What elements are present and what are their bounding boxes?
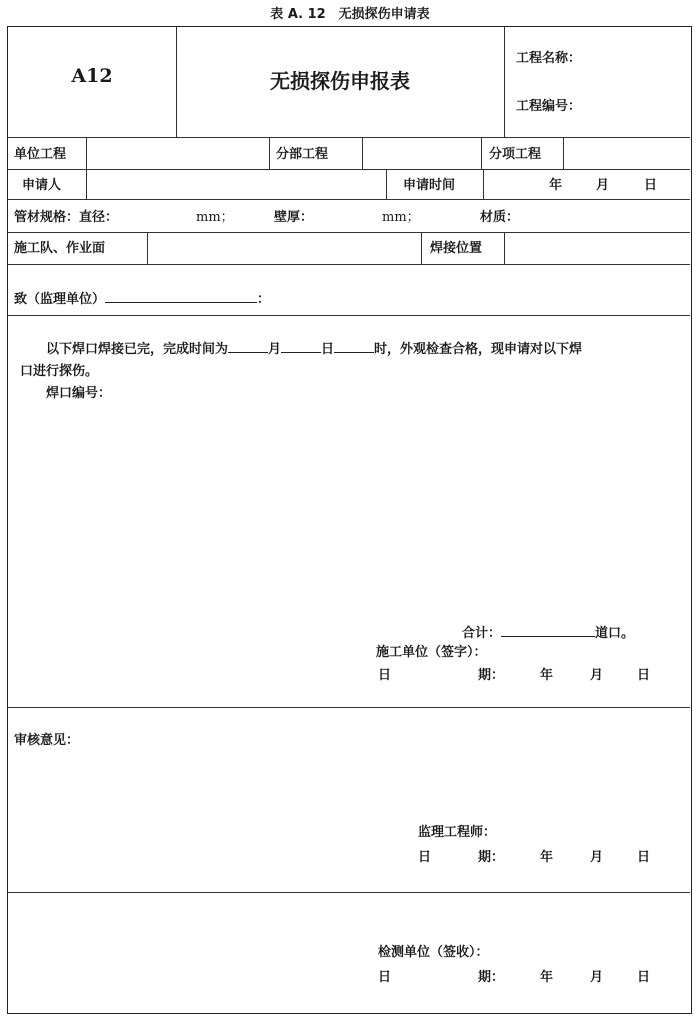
row4-div-c xyxy=(504,232,505,264)
inspection-year: 年 xyxy=(540,970,554,985)
row2-div-a xyxy=(86,169,87,199)
completion-time-text: 以下焊口焊接已完，完成时间为 xyxy=(46,342,229,357)
application-paragraph xyxy=(20,339,680,405)
completion-month-label: 月 xyxy=(268,342,282,357)
header-divider-right xyxy=(504,27,505,137)
row2-div-b xyxy=(386,169,387,199)
pipe-spec-label: 管材规格：直径： xyxy=(14,210,119,225)
material-label: 材质： xyxy=(480,210,520,225)
row1-div-c xyxy=(362,137,363,169)
row-line-2 xyxy=(8,169,690,170)
thickness-unit: mm； xyxy=(382,210,420,225)
apply-month: 月 xyxy=(596,178,610,193)
row-line-1 xyxy=(8,137,690,138)
unit-project-label: 单位工程 xyxy=(14,147,67,162)
inspection-date-label-b: 期： xyxy=(478,970,505,985)
total-line xyxy=(462,623,634,642)
row1-div-b xyxy=(269,137,270,169)
contractor-sign-label: 施工单位（签字）： xyxy=(376,645,487,660)
apply-time-label: 申请时间 xyxy=(403,178,456,193)
project-name-label: 工程名称： xyxy=(516,51,582,66)
engineer-label: 监理工程师： xyxy=(418,825,497,840)
team-workface-label: 施工队、作业面 xyxy=(14,241,106,256)
review-date-label-a: 日 xyxy=(418,850,432,865)
inspection-day: 日 xyxy=(637,970,651,985)
to-supervision-colon: ： xyxy=(257,292,271,307)
row-line-5 xyxy=(8,264,690,265)
contractor-year: 年 xyxy=(540,668,554,683)
item-project-label: 分项工程 xyxy=(489,147,542,162)
applicant-label: 申请人 xyxy=(22,178,62,193)
weld-number-label: 焊口编号： xyxy=(46,386,112,401)
sub-project-label: 分部工程 xyxy=(276,147,329,162)
row4-div-a xyxy=(147,232,148,264)
inspection-request-text: 时，外观检查合格，现申请对以下焊 xyxy=(374,342,583,357)
row-line-3 xyxy=(8,199,690,200)
completion-day-blank xyxy=(281,339,321,353)
total-label: 合计： xyxy=(462,626,502,641)
inspection-date-label-a: 日 xyxy=(378,970,392,985)
apply-year: 年 xyxy=(549,178,563,193)
completion-month-blank xyxy=(228,339,268,353)
weld-position-label: 焊接位置 xyxy=(430,241,483,256)
row1-div-d xyxy=(481,137,482,169)
form-title: 无损探伤申报表 xyxy=(270,69,410,93)
completion-day-label: 日 xyxy=(321,342,335,357)
thickness-label: 壁厚： xyxy=(274,210,314,225)
review-day: 日 xyxy=(637,850,651,865)
inspection-month: 月 xyxy=(590,970,604,985)
completion-hour-blank xyxy=(334,339,374,353)
apply-day: 日 xyxy=(644,178,658,193)
row1-div-e xyxy=(563,137,564,169)
paragraph-line-1 xyxy=(20,339,680,361)
total-suffix: 道口。 xyxy=(595,626,635,641)
paragraph-line-2: 口进行探伤。 xyxy=(20,364,99,379)
application-form xyxy=(7,26,692,1014)
row-line-4 xyxy=(8,232,690,233)
inspection-unit-label: 检测单位（签收）： xyxy=(378,945,489,960)
total-count-blank xyxy=(501,623,595,637)
review-month: 月 xyxy=(590,850,604,865)
to-supervision-line xyxy=(14,289,270,308)
review-date-label-b: 期： xyxy=(478,850,505,865)
contractor-day: 日 xyxy=(637,668,651,683)
row-line-7 xyxy=(8,707,690,708)
review-year: 年 xyxy=(540,850,554,865)
form-code: A12 xyxy=(71,65,113,87)
contractor-month: 月 xyxy=(590,668,604,683)
row1-div-a xyxy=(86,137,87,169)
form-caption: 表 A. 12 无损探伤申请表 xyxy=(270,7,430,22)
contractor-date-label-a: 日 xyxy=(378,668,392,683)
review-opinion-label: 审核意见： xyxy=(14,733,80,748)
row-line-6 xyxy=(8,315,690,316)
contractor-date-label-b: 期： xyxy=(478,668,505,683)
row2-div-c xyxy=(483,169,484,199)
project-number-label: 工程编号： xyxy=(516,99,582,114)
diameter-unit: mm； xyxy=(196,210,234,225)
row4-div-b xyxy=(421,232,422,264)
supervision-unit-blank xyxy=(105,289,257,303)
to-supervision-label: 致（监理单位） xyxy=(14,292,106,307)
row-line-8 xyxy=(8,892,690,893)
